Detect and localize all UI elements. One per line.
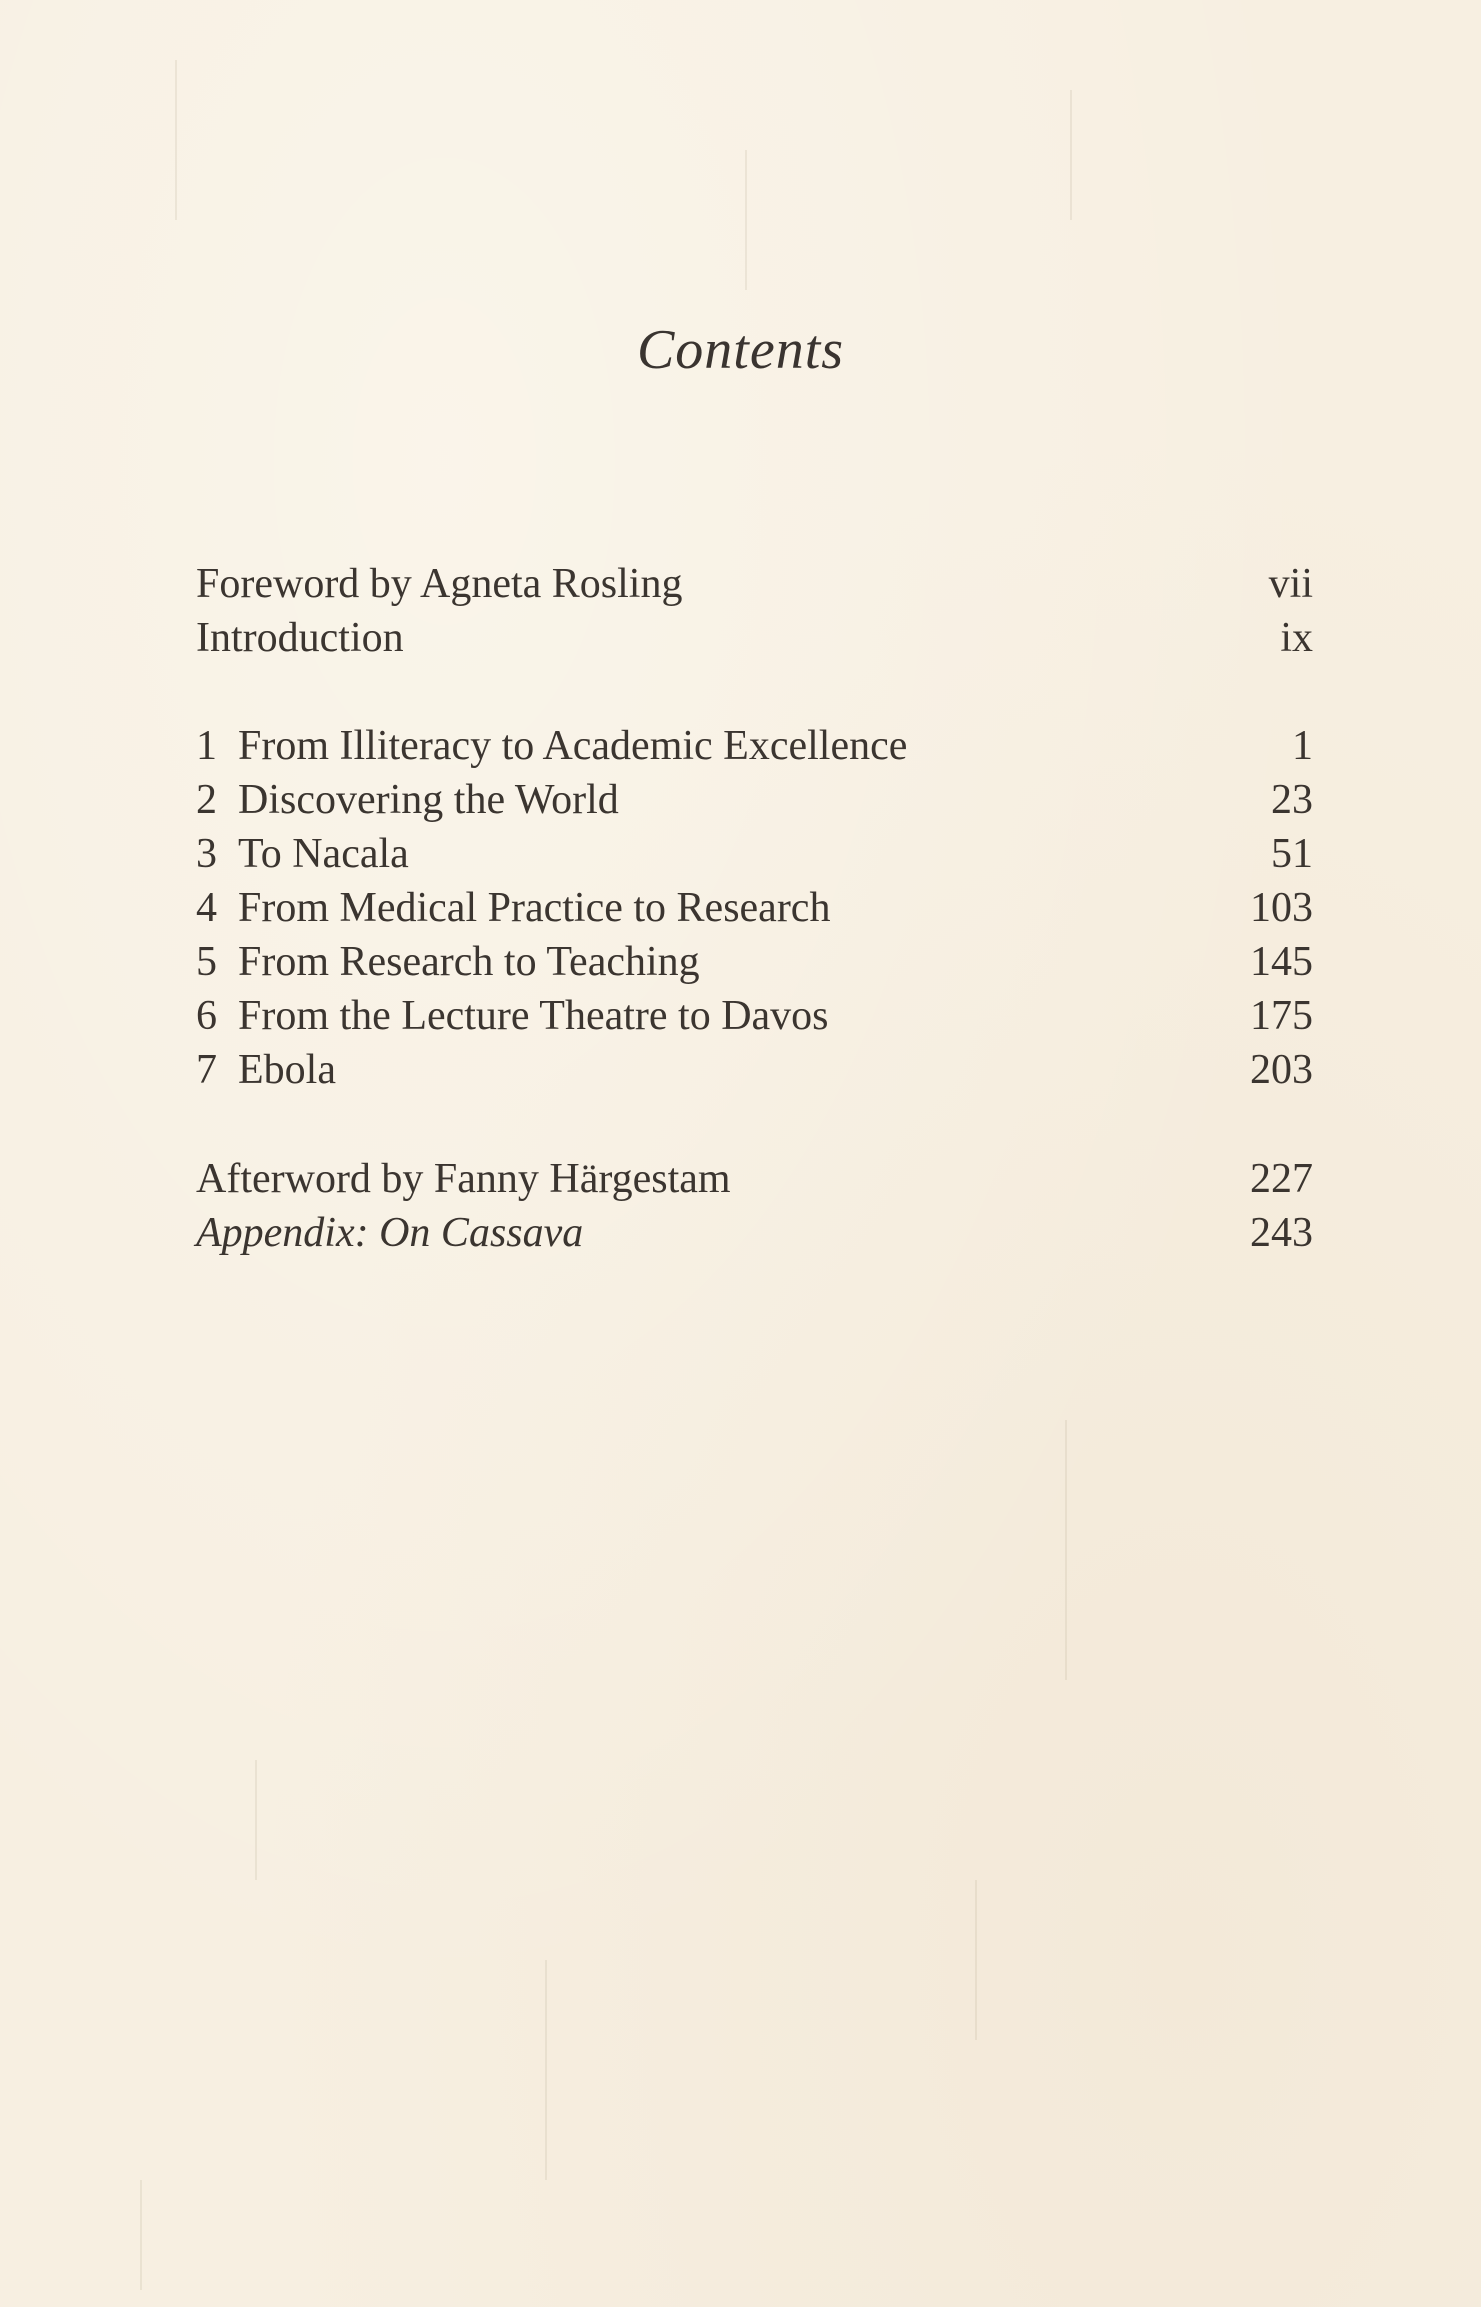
chapter-number: 7 <box>196 1047 217 1093</box>
paper-mark <box>1065 1420 1067 1680</box>
entry-page-number: 103 <box>1250 885 1313 931</box>
toc-entry-foreword[interactable] <box>196 557 1313 611</box>
entry-page-number: vii <box>1268 561 1313 607</box>
entry-page-number: 145 <box>1250 939 1313 985</box>
chapter-number: 5 <box>196 939 217 985</box>
entry-page-number: 203 <box>1250 1047 1313 1093</box>
entry-title: From Illiteracy to Academic Excellence <box>238 723 908 769</box>
toc-entry-introduction[interactable] <box>196 611 1313 665</box>
toc-entry-chapter-6[interactable] <box>196 989 1313 1043</box>
entry-title: Discovering the World <box>238 777 619 823</box>
chapter-number: 3 <box>196 831 217 877</box>
entry-title: Foreword by Agneta Rosling <box>196 561 683 607</box>
entry-page-number: 227 <box>1250 1156 1313 1202</box>
toc-entry-chapter-5[interactable] <box>196 935 1313 989</box>
back-matter-list <box>196 1152 1313 1260</box>
toc-entry-afterword[interactable] <box>196 1152 1313 1206</box>
page-title: Contents <box>636 319 845 381</box>
toc-entry-chapter-1[interactable] <box>196 719 1313 773</box>
chapter-number: 6 <box>196 993 217 1039</box>
entry-title: Introduction <box>196 615 404 661</box>
entry-title: Appendix: On Cassava <box>196 1210 584 1256</box>
toc-entry-chapter-2[interactable] <box>196 773 1313 827</box>
paper-mark <box>545 1960 547 2180</box>
chapter-list <box>196 719 1313 1097</box>
paper-mark <box>975 1880 977 2040</box>
paper-mark <box>175 60 177 220</box>
paper-mark <box>255 1760 257 1880</box>
entry-page-number: 1 <box>1292 723 1313 769</box>
entry-page-number: 243 <box>1250 1210 1313 1256</box>
entry-page-number: 23 <box>1271 777 1313 823</box>
entry-title: Ebola <box>238 1047 336 1093</box>
front-matter-list <box>196 557 1313 665</box>
entry-page-number: ix <box>1280 615 1313 661</box>
chapter-number: 2 <box>196 777 217 823</box>
chapter-number: 1 <box>196 723 217 769</box>
entry-page-number: 175 <box>1250 993 1313 1039</box>
paper-mark <box>1070 90 1072 220</box>
chapter-number: 4 <box>196 885 217 931</box>
entry-page-number: 51 <box>1271 831 1313 877</box>
toc-entry-chapter-7[interactable] <box>196 1043 1313 1097</box>
toc-entry-chapter-3[interactable] <box>196 827 1313 881</box>
paper-mark <box>140 2180 142 2290</box>
entry-title: To Nacala <box>238 831 409 877</box>
paper-mark <box>745 150 747 290</box>
entry-title: Afterword by Fanny Härgestam <box>196 1156 731 1202</box>
toc-entry-appendix[interactable] <box>196 1206 1313 1260</box>
entry-title: From the Lecture Theatre to Davos <box>238 993 829 1039</box>
entry-title: From Research to Teaching <box>238 939 700 985</box>
entry-title: From Medical Practice to Research <box>238 885 831 931</box>
toc-entry-chapter-4[interactable] <box>196 881 1313 935</box>
